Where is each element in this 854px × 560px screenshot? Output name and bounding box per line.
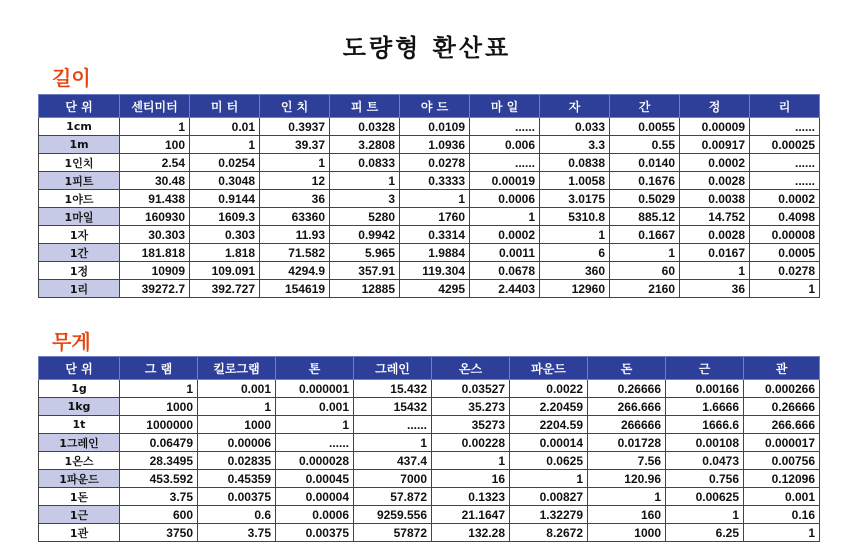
table-row [39, 470, 820, 488]
table-cell: 120.96 [588, 470, 666, 488]
table-cell: 0.00827 [510, 488, 588, 506]
table-cell: 0.0838 [540, 154, 610, 172]
row-unit-label: 1g [39, 380, 120, 398]
table-row [39, 280, 820, 298]
table-cell: 0.12096 [744, 470, 820, 488]
table-cell: 0.02835 [198, 452, 276, 470]
row-unit-label: 1관 [39, 524, 120, 542]
length-header-cell: 피 트 [330, 95, 400, 118]
table-row [39, 380, 820, 398]
length-header-cell: 인 치 [260, 95, 330, 118]
table-cell: 0.00008 [750, 226, 820, 244]
table-cell: 0.00108 [666, 434, 744, 452]
table-cell: 57.872 [354, 488, 432, 506]
row-unit-label: 1m [39, 136, 120, 154]
table-cell: 0.0278 [750, 262, 820, 280]
table-cell: 0.000028 [276, 452, 354, 470]
table-cell: 30.48 [120, 172, 190, 190]
table-cell: 1000000 [120, 416, 198, 434]
table-row [39, 434, 820, 452]
table-cell: 0.0002 [680, 154, 750, 172]
table-row [39, 524, 820, 542]
table-row [39, 416, 820, 434]
table-row [39, 506, 820, 524]
weight-header-cell: 그레인 [354, 357, 432, 380]
table-cell: 0.001 [198, 380, 276, 398]
table-row [39, 398, 820, 416]
table-cell: 0.00025 [750, 136, 820, 154]
table-cell: 16 [432, 470, 510, 488]
table-cell: 3.0175 [540, 190, 610, 208]
row-unit-label: 1kg [39, 398, 120, 416]
table-cell: 266.666 [744, 416, 820, 434]
length-header-cell: 단 위 [39, 95, 120, 118]
table-cell: 71.582 [260, 244, 330, 262]
table-cell: 0.00014 [510, 434, 588, 452]
table-cell: 0.00004 [276, 488, 354, 506]
table-cell: 0.0167 [680, 244, 750, 262]
table-cell: 1 [120, 380, 198, 398]
table-cell: ...... [750, 118, 820, 136]
table-cell: 2.20459 [510, 398, 588, 416]
table-cell: 7.56 [588, 452, 666, 470]
weight-header-cell: 근 [666, 357, 744, 380]
table-cell: 1 [276, 416, 354, 434]
table-cell: 0.001 [744, 488, 820, 506]
table-cell: 12960 [540, 280, 610, 298]
table-cell: 0.00756 [744, 452, 820, 470]
table-cell: ...... [750, 172, 820, 190]
table-row [39, 136, 820, 154]
table-cell: 12885 [330, 280, 400, 298]
table-row [39, 154, 820, 172]
length-header-cell: 자 [540, 95, 610, 118]
length-header-cell: 리 [750, 95, 820, 118]
table-cell: 1000 [198, 416, 276, 434]
table-cell: 181.818 [120, 244, 190, 262]
table-cell: 39272.7 [120, 280, 190, 298]
table-cell: 35.273 [432, 398, 510, 416]
table-cell: 0.0278 [400, 154, 470, 172]
table-cell: 0.0002 [750, 190, 820, 208]
table-cell: 0.756 [666, 470, 744, 488]
row-unit-label: 1인치 [39, 154, 120, 172]
table-cell: 160 [588, 506, 666, 524]
table-cell: 0.9942 [330, 226, 400, 244]
weight-header-cell: 톤 [276, 357, 354, 380]
row-unit-label: 1파운드 [39, 470, 120, 488]
length-header-row [39, 95, 820, 118]
table-cell: 9259.556 [354, 506, 432, 524]
table-cell: 0.00045 [276, 470, 354, 488]
length-table-body [39, 118, 820, 298]
table-cell: 0.0109 [400, 118, 470, 136]
table-cell: 3750 [120, 524, 198, 542]
table-cell: 21.1647 [432, 506, 510, 524]
table-cell: 1 [744, 524, 820, 542]
table-cell: 1 [354, 434, 432, 452]
table-cell: 0.03527 [432, 380, 510, 398]
length-header-cell: 정 [680, 95, 750, 118]
table-cell: 28.3495 [120, 452, 198, 470]
table-cell: 0.00917 [680, 136, 750, 154]
table-cell: 0.000001 [276, 380, 354, 398]
table-cell: 3.75 [120, 488, 198, 506]
table-cell: 0.0006 [470, 190, 540, 208]
table-cell: 0.1676 [610, 172, 680, 190]
table-cell: 0.0002 [470, 226, 540, 244]
table-cell: 0.0022 [510, 380, 588, 398]
table-cell: 0.26666 [588, 380, 666, 398]
length-header-cell: 간 [610, 95, 680, 118]
row-unit-label: 1온스 [39, 452, 120, 470]
table-cell: 1 [432, 452, 510, 470]
length-header-cell: 센티미터 [120, 95, 190, 118]
table-cell: 39.37 [260, 136, 330, 154]
weight-header-cell: 관 [744, 357, 820, 380]
table-cell: 0.0006 [276, 506, 354, 524]
table-cell: 1.0058 [540, 172, 610, 190]
table-cell: 360 [540, 262, 610, 280]
table-cell: 132.28 [432, 524, 510, 542]
table-cell: 6.25 [666, 524, 744, 542]
table-cell: 3.2808 [330, 136, 400, 154]
table-cell: 0.0028 [680, 226, 750, 244]
table-cell: 0.3937 [260, 118, 330, 136]
table-cell: ...... [750, 154, 820, 172]
table-cell: 8.2672 [510, 524, 588, 542]
table-cell: 0.0254 [190, 154, 260, 172]
table-cell: 119.304 [400, 262, 470, 280]
weight-header-cell: 그 램 [120, 357, 198, 380]
table-cell: 100 [120, 136, 190, 154]
table-cell: 0.00019 [470, 172, 540, 190]
table-cell: 0.0028 [680, 172, 750, 190]
table-cell: 154619 [260, 280, 330, 298]
table-cell: 0.3333 [400, 172, 470, 190]
table-cell: 1.6666 [666, 398, 744, 416]
table-cell: 2.4403 [470, 280, 540, 298]
table-cell: 1 [400, 190, 470, 208]
table-cell: 1609.3 [190, 208, 260, 226]
table-cell: 1 [666, 506, 744, 524]
table-cell: 0.0140 [610, 154, 680, 172]
table-cell: 160930 [120, 208, 190, 226]
table-cell: 91.438 [120, 190, 190, 208]
row-unit-label: 1cm [39, 118, 120, 136]
row-unit-label: 1자 [39, 226, 120, 244]
table-cell: 266666 [588, 416, 666, 434]
table-cell: 6 [540, 244, 610, 262]
table-cell: 0.01728 [588, 434, 666, 452]
table-cell: 0.3314 [400, 226, 470, 244]
table-cell: 1760 [400, 208, 470, 226]
row-unit-label: 1t [39, 416, 120, 434]
weight-header-cell: 파운드 [510, 357, 588, 380]
weight-header-cell: 킬로그램 [198, 357, 276, 380]
table-cell: 0.033 [540, 118, 610, 136]
table-cell: 1 [588, 488, 666, 506]
row-unit-label: 1간 [39, 244, 120, 262]
table-cell: 357.91 [330, 262, 400, 280]
table-cell: 0.55 [610, 136, 680, 154]
table-cell: 7000 [354, 470, 432, 488]
table-cell: 266.666 [588, 398, 666, 416]
row-unit-label: 1정 [39, 262, 120, 280]
table-cell: 0.0055 [610, 118, 680, 136]
table-cell: ...... [470, 118, 540, 136]
table-cell: 4294.9 [260, 262, 330, 280]
weight-header-cell: 돈 [588, 357, 666, 380]
row-unit-label: 1그레인 [39, 434, 120, 452]
table-cell: 0.000017 [744, 434, 820, 452]
table-cell: 0.9144 [190, 190, 260, 208]
table-cell: 0.0328 [330, 118, 400, 136]
table-row [39, 452, 820, 470]
table-cell: 885.12 [610, 208, 680, 226]
table-cell: 15432 [354, 398, 432, 416]
table-cell: 0.00009 [680, 118, 750, 136]
table-cell: ...... [276, 434, 354, 452]
table-cell: 0.6 [198, 506, 276, 524]
weight-header-cell: 단 위 [39, 357, 120, 380]
table-cell: 0.1323 [432, 488, 510, 506]
table-cell: ...... [354, 416, 432, 434]
table-cell: 1 [610, 244, 680, 262]
table-cell: 0.000266 [744, 380, 820, 398]
table-cell: 5280 [330, 208, 400, 226]
table-cell: 1.0936 [400, 136, 470, 154]
table-cell: 2204.59 [510, 416, 588, 434]
table-row [39, 226, 820, 244]
table-cell: 392.727 [190, 280, 260, 298]
page-title: 도량형 환산표 [342, 34, 512, 62]
table-cell: 0.1667 [610, 226, 680, 244]
table-cell: 60 [610, 262, 680, 280]
length-section-title: 길이 [52, 66, 91, 90]
table-cell: 12 [260, 172, 330, 190]
table-cell: 0.0038 [680, 190, 750, 208]
table-row [39, 262, 820, 280]
table-cell: 35273 [432, 416, 510, 434]
table-cell: 1.9884 [400, 244, 470, 262]
table-cell: 0.00228 [432, 434, 510, 452]
weight-section-title: 무게 [52, 330, 91, 354]
row-unit-label: 1근 [39, 506, 120, 524]
table-cell: 437.4 [354, 452, 432, 470]
table-cell: 14.752 [680, 208, 750, 226]
table-cell: 0.00006 [198, 434, 276, 452]
table-cell: 0.45359 [198, 470, 276, 488]
table-cell: 0.06479 [120, 434, 198, 452]
table-cell: 1 [470, 208, 540, 226]
table-cell: 0.00375 [198, 488, 276, 506]
table-cell: 57872 [354, 524, 432, 542]
table-cell: 109.091 [190, 262, 260, 280]
table-row [39, 244, 820, 262]
table-row [39, 172, 820, 190]
table-cell: 0.01 [190, 118, 260, 136]
table-cell: 0.0833 [330, 154, 400, 172]
table-cell: 5.965 [330, 244, 400, 262]
row-unit-label: 1리 [39, 280, 120, 298]
row-unit-label: 1마일 [39, 208, 120, 226]
table-row [39, 488, 820, 506]
table-cell: 1 [510, 470, 588, 488]
length-header-cell: 야 드 [400, 95, 470, 118]
table-cell: 1 [260, 154, 330, 172]
table-cell: 600 [120, 506, 198, 524]
table-cell: 1.818 [190, 244, 260, 262]
table-cell: 453.592 [120, 470, 198, 488]
table-cell: 1 [680, 262, 750, 280]
table-cell: 3.3 [540, 136, 610, 154]
table-cell: 11.93 [260, 226, 330, 244]
table-cell: 36 [680, 280, 750, 298]
table-cell: 1666.6 [666, 416, 744, 434]
table-row [39, 190, 820, 208]
table-cell: 0.0625 [510, 452, 588, 470]
weight-header-row [39, 357, 820, 380]
length-conversion-table [38, 94, 820, 298]
table-cell: 0.0011 [470, 244, 540, 262]
table-cell: 0.00625 [666, 488, 744, 506]
table-cell: 5310.8 [540, 208, 610, 226]
table-cell: 1 [190, 136, 260, 154]
table-cell: 1.32279 [510, 506, 588, 524]
table-cell: 0.0005 [750, 244, 820, 262]
table-cell: 0.0678 [470, 262, 540, 280]
row-unit-label: 1야드 [39, 190, 120, 208]
table-row [39, 208, 820, 226]
table-cell: 0.001 [276, 398, 354, 416]
table-cell: 2160 [610, 280, 680, 298]
table-cell: 1 [750, 280, 820, 298]
table-cell: 1 [330, 172, 400, 190]
table-cell: 0.26666 [744, 398, 820, 416]
table-cell: 2.54 [120, 154, 190, 172]
table-cell: 1 [198, 398, 276, 416]
table-cell: 0.303 [190, 226, 260, 244]
table-cell: 0.0473 [666, 452, 744, 470]
length-header-cell: 미 터 [190, 95, 260, 118]
table-cell: 3 [330, 190, 400, 208]
weight-table-body [39, 380, 820, 542]
table-cell: 36 [260, 190, 330, 208]
table-cell: 0.16 [744, 506, 820, 524]
table-cell: 30.303 [120, 226, 190, 244]
table-cell: 15.432 [354, 380, 432, 398]
table-cell: 0.00375 [276, 524, 354, 542]
table-cell: 3.75 [198, 524, 276, 542]
table-row [39, 118, 820, 136]
table-cell: ...... [470, 154, 540, 172]
table-cell: 0.4098 [750, 208, 820, 226]
table-cell: 4295 [400, 280, 470, 298]
weight-header-cell: 온스 [432, 357, 510, 380]
table-cell: 1 [540, 226, 610, 244]
table-cell: 1000 [588, 524, 666, 542]
table-cell: 1000 [120, 398, 198, 416]
table-cell: 10909 [120, 262, 190, 280]
length-header-cell: 마 일 [470, 95, 540, 118]
table-cell: 0.3048 [190, 172, 260, 190]
table-cell: 0.006 [470, 136, 540, 154]
table-cell: 1 [120, 118, 190, 136]
weight-conversion-table [38, 356, 820, 542]
table-cell: 0.00166 [666, 380, 744, 398]
table-cell: 0.5029 [610, 190, 680, 208]
row-unit-label: 1피트 [39, 172, 120, 190]
table-cell: 63360 [260, 208, 330, 226]
row-unit-label: 1돈 [39, 488, 120, 506]
